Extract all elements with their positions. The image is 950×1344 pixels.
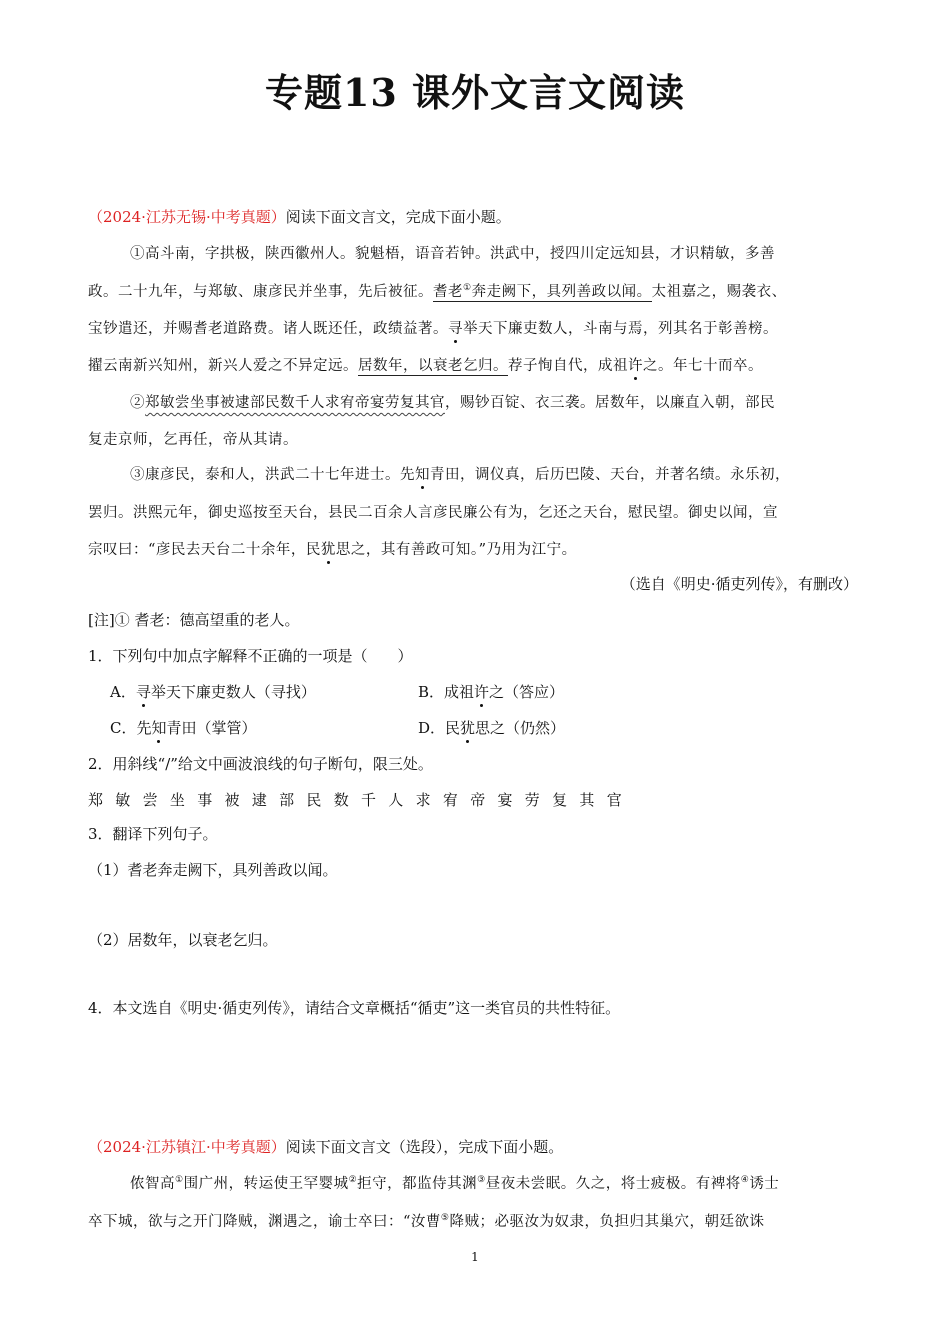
underlined-sentence: 居数年，以衰老乞归。 bbox=[358, 358, 508, 374]
dotted-char: 知 bbox=[415, 463, 430, 484]
question-header bbox=[88, 1136, 563, 1157]
question-3: 3．翻译下列句子。 bbox=[88, 825, 218, 843]
wavy-sentence: 郑敏尝坐事被逮部民数千人求宥帝宴劳复其官 bbox=[145, 395, 445, 411]
passage-line: 宝钞遣还，并赐耆老道路费。诸人既还任，政绩益著。寻举天下廉吏数人，斗南与焉，列其名于彰善榜。 bbox=[88, 317, 778, 338]
source-tag: （2024·江苏镇江·中考真题） bbox=[88, 1138, 286, 1156]
citation: （选自《明史·循吏列传》，有删改） bbox=[620, 575, 858, 593]
dotted-char: 许 bbox=[474, 683, 490, 701]
page-title: 专题13 课外文言文阅读 bbox=[264, 70, 686, 115]
page-number: 1 bbox=[471, 1250, 479, 1264]
option-a: A．寻举天下廉吏数人（寻找） bbox=[110, 683, 316, 701]
dotted-char: 犹 bbox=[460, 719, 476, 737]
question-3-1: （1）耆老奔走阙下，具列善政以闻。 bbox=[88, 861, 338, 879]
source-tag: （2024·江苏无锡·中考真题） bbox=[88, 208, 286, 226]
option-c: C．先知青田（掌管） bbox=[110, 719, 257, 737]
question-4: 4．本文选自《明史·循吏列传》，请结合文章概括“循吏”这一类官员的共性特征。 bbox=[88, 999, 621, 1017]
question-header bbox=[88, 206, 511, 227]
dotted-char: 寻 bbox=[135, 683, 151, 701]
dotted-char: 知 bbox=[151, 719, 167, 737]
passage-line: 侬智高①围广州，转运使王罕婴城②拒守，都监侍其渊③昼夜未尝眠。久之，将士疲极。有裨将④诱士 bbox=[130, 1175, 780, 1192]
dotted-char: 寻 bbox=[448, 317, 463, 338]
question-3-2: （2）居数年，以衰老乞归。 bbox=[88, 931, 278, 949]
passage-line: ②郑敏尝坐事被逮部民数千人求宥帝宴劳复其官，赐钞百锭、衣三袭。居数年，以廉直入朝，部民 bbox=[130, 395, 775, 411]
intro-text: 阅读下面文言文，完成下面小题。 bbox=[285, 208, 511, 226]
passage-line: 政。二十九年，与郑敏、康彦民并坐事，先后被征。耆老①奔走阙下，具列善政以闻。太祖嘉之，赐袭衣、 bbox=[88, 283, 787, 300]
passage-line: 卒下城，欲与之开门降贼，渊遇之，谕士卒曰：“汝曹⑤降贼；必驱汝为奴隶，负担归其巢穴，朝廷欲诛 bbox=[88, 1213, 765, 1230]
question-1: 1．下列句中加点字解释不正确的一项是（ ） bbox=[88, 647, 413, 665]
passage-line: 罢归。洪熙元年，御史巡按至天台，县民二百余人言彦民廉公有为，乞还之天台，慰民望。御史以闻，宣 bbox=[88, 505, 778, 521]
question-2: 2．用斜线“/”给文中画波浪线的句子断句，限三处。 bbox=[88, 755, 433, 773]
footnote: [注]① 耆老：德高望重的老人。 bbox=[88, 611, 300, 629]
passage-line: 复走京师，乞再任，帝从其请。 bbox=[88, 432, 298, 448]
option-b: B．成祖许之（答应） bbox=[418, 683, 565, 701]
passage-line: 宗叹曰：“彦民去天台二十余年，民犹思之，其有善政可知。”乃用为江宁。 bbox=[88, 538, 577, 559]
dotted-char: 犹 bbox=[321, 538, 336, 559]
passage-line: ①高斗南，字拱极，陕西徽州人。貌魁梧，语音若钟。洪武中，授四川定远知县，才识精敏，多善 bbox=[130, 246, 775, 262]
underlined-sentence: 耆老①奔走阙下，具列善政以闻。 bbox=[433, 283, 652, 300]
passage-line: 擢云南新兴知州，新兴人爱之不异定远。居数年，以衰老乞归。荐子恂自代，成祖许之。年七十而卒。 bbox=[88, 354, 763, 375]
passage-line: ③康彦民，泰和人，洪武二十七年进士。先知青田，调仪真，后历巴陵、天台，并著名绩。永乐初， bbox=[130, 463, 790, 484]
option-d: D．民犹思之（仍然） bbox=[418, 719, 566, 737]
sentence-to-punctuate: 郑敏尝坐事被逮部民数千人求宥帝宴劳复其官 bbox=[88, 791, 635, 809]
dotted-char: 许 bbox=[628, 354, 643, 375]
intro-text: 阅读下面文言文（选段），完成下面小题。 bbox=[285, 1138, 564, 1156]
